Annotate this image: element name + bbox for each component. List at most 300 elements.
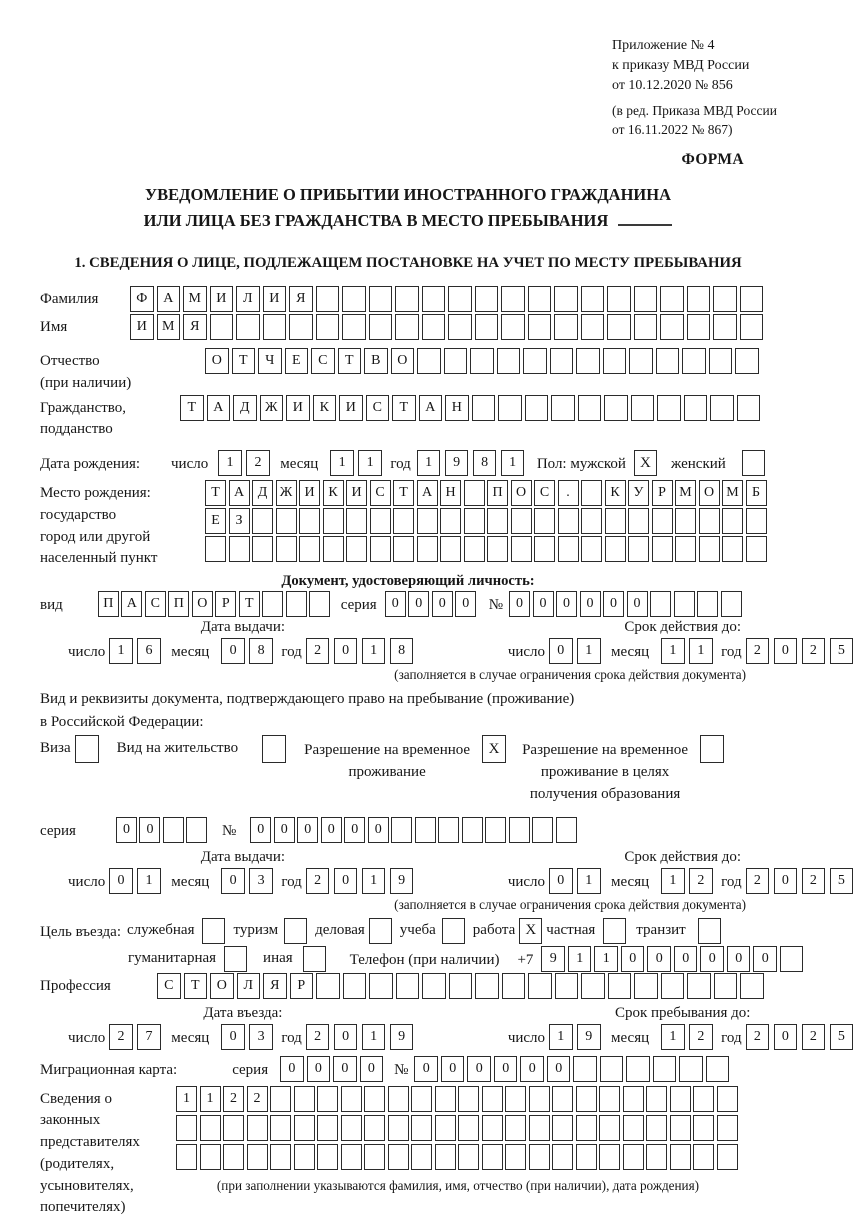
char-cell[interactable] [369, 973, 393, 999]
char-cell[interactable] [523, 348, 547, 374]
char-cell[interactable]: 1 [362, 1024, 386, 1050]
char-cell[interactable]: П [487, 480, 508, 506]
char-cell[interactable] [323, 508, 344, 534]
char-cell[interactable] [661, 973, 685, 999]
char-cell[interactable] [299, 536, 320, 562]
char-cell[interactable]: 0 [774, 868, 798, 894]
char-cell[interactable]: Е [205, 508, 226, 534]
char-cell[interactable]: 0 [647, 946, 671, 972]
char-cell[interactable]: П [168, 591, 189, 617]
char-cell[interactable] [370, 536, 391, 562]
char-cell[interactable] [210, 314, 234, 340]
char-cell[interactable] [505, 1144, 526, 1170]
char-cell[interactable] [263, 314, 287, 340]
char-cell[interactable]: 0 [280, 1056, 304, 1082]
char-cell[interactable] [346, 508, 367, 534]
char-cell[interactable] [270, 1144, 291, 1170]
char-cell[interactable]: С [366, 395, 390, 421]
char-cell[interactable] [395, 314, 419, 340]
char-cell[interactable] [501, 286, 525, 312]
char-cell[interactable]: 0 [360, 1056, 384, 1082]
char-cell[interactable]: Ч [258, 348, 282, 374]
char-cell[interactable]: 1 [417, 450, 441, 476]
char-cell[interactable]: И [339, 395, 363, 421]
char-cell[interactable]: Н [440, 480, 461, 506]
char-cell[interactable]: 0 [603, 591, 624, 617]
char-cell[interactable]: И [210, 286, 234, 312]
char-cell[interactable]: 9 [390, 868, 414, 894]
char-cell[interactable]: 0 [408, 591, 429, 617]
char-cell[interactable]: Ж [260, 395, 284, 421]
char-cell[interactable]: 2 [246, 450, 270, 476]
char-cell[interactable] [687, 286, 711, 312]
char-cell[interactable] [722, 508, 743, 534]
char-cell[interactable] [576, 1115, 597, 1141]
char-cell[interactable] [634, 973, 658, 999]
char-cell[interactable]: 2 [306, 868, 330, 894]
char-cell[interactable]: 0 [109, 868, 133, 894]
char-cell[interactable] [289, 314, 313, 340]
char-cell[interactable]: 1 [218, 450, 242, 476]
char-cell[interactable]: 5 [830, 638, 854, 664]
char-cell[interactable] [581, 536, 602, 562]
char-cell[interactable] [422, 286, 446, 312]
checkbox-education-residence[interactable] [700, 735, 724, 763]
char-cell[interactable] [200, 1115, 221, 1141]
char-cell[interactable] [687, 314, 711, 340]
char-cell[interactable] [316, 286, 340, 312]
char-cell[interactable]: Д [252, 480, 273, 506]
char-cell[interactable]: И [130, 314, 154, 340]
char-cell[interactable] [411, 1086, 432, 1112]
char-cell[interactable] [444, 348, 468, 374]
char-cell[interactable] [341, 1086, 362, 1112]
char-cell[interactable] [252, 508, 273, 534]
char-cell[interactable]: 0 [334, 638, 358, 664]
char-cell[interactable] [388, 1086, 409, 1112]
checkbox-purpose-work[interactable]: X [519, 918, 542, 944]
char-cell[interactable] [346, 536, 367, 562]
char-cell[interactable]: 0 [432, 591, 453, 617]
char-cell[interactable] [657, 395, 681, 421]
char-cell[interactable]: А [157, 286, 181, 312]
char-cell[interactable]: 0 [533, 591, 554, 617]
char-cell[interactable] [498, 395, 522, 421]
char-cell[interactable]: 0 [753, 946, 777, 972]
char-cell[interactable] [200, 1144, 221, 1170]
char-cell[interactable] [176, 1115, 197, 1141]
char-cell[interactable] [554, 314, 578, 340]
char-cell[interactable]: 3 [249, 1024, 273, 1050]
char-cell[interactable] [670, 1115, 691, 1141]
checkbox-purpose-private[interactable] [603, 918, 626, 944]
char-cell[interactable]: 1 [549, 1024, 573, 1050]
char-cell[interactable] [529, 1144, 550, 1170]
checkbox-purpose-study[interactable] [442, 918, 465, 944]
char-cell[interactable] [501, 314, 525, 340]
char-cell[interactable]: 2 [746, 1024, 770, 1050]
char-cell[interactable]: 0 [297, 817, 318, 843]
char-cell[interactable]: 1 [176, 1086, 197, 1112]
char-cell[interactable]: 2 [802, 638, 826, 664]
char-cell[interactable] [525, 395, 549, 421]
char-cell[interactable] [737, 395, 761, 421]
char-cell[interactable]: Ф [130, 286, 154, 312]
char-cell[interactable] [558, 536, 579, 562]
char-cell[interactable]: Л [237, 973, 261, 999]
char-cell[interactable] [464, 508, 485, 534]
char-cell[interactable]: 0 [549, 638, 573, 664]
char-cell[interactable]: О [192, 591, 213, 617]
checkbox-purpose-transit[interactable] [698, 918, 721, 944]
char-cell[interactable] [229, 536, 250, 562]
char-cell[interactable]: Ж [276, 480, 297, 506]
char-cell[interactable] [670, 1144, 691, 1170]
char-cell[interactable] [650, 591, 671, 617]
char-cell[interactable] [660, 314, 684, 340]
char-cell[interactable] [576, 1086, 597, 1112]
char-cell[interactable]: О [205, 348, 229, 374]
char-cell[interactable]: 0 [467, 1056, 491, 1082]
char-cell[interactable]: У [628, 480, 649, 506]
char-cell[interactable]: 0 [509, 591, 530, 617]
char-cell[interactable]: Р [215, 591, 236, 617]
char-cell[interactable]: 0 [494, 1056, 518, 1082]
char-cell[interactable]: А [121, 591, 142, 617]
char-cell[interactable] [509, 817, 530, 843]
char-cell[interactable] [699, 508, 720, 534]
char-cell[interactable] [370, 508, 391, 534]
char-cell[interactable] [294, 1086, 315, 1112]
char-cell[interactable]: И [299, 480, 320, 506]
char-cell[interactable]: К [605, 480, 626, 506]
char-cell[interactable]: 0 [334, 868, 358, 894]
char-cell[interactable]: 1 [109, 638, 133, 664]
char-cell[interactable]: 6 [137, 638, 161, 664]
char-cell[interactable]: 1 [568, 946, 592, 972]
char-cell[interactable]: 0 [441, 1056, 465, 1082]
char-cell[interactable] [551, 395, 575, 421]
char-cell[interactable] [682, 348, 706, 374]
char-cell[interactable] [576, 348, 600, 374]
char-cell[interactable] [364, 1115, 385, 1141]
char-cell[interactable] [552, 1144, 573, 1170]
char-cell[interactable] [417, 536, 438, 562]
char-cell[interactable]: Н [445, 395, 469, 421]
char-cell[interactable] [276, 508, 297, 534]
char-cell[interactable] [604, 395, 628, 421]
char-cell[interactable] [552, 1086, 573, 1112]
char-cell[interactable] [581, 314, 605, 340]
char-cell[interactable]: 0 [700, 946, 724, 972]
char-cell[interactable] [475, 973, 499, 999]
char-cell[interactable] [438, 817, 459, 843]
char-cell[interactable] [342, 286, 366, 312]
char-cell[interactable] [286, 591, 307, 617]
char-cell[interactable] [487, 508, 508, 534]
char-cell[interactable]: 0 [221, 638, 245, 664]
char-cell[interactable]: 7 [137, 1024, 161, 1050]
char-cell[interactable]: 1 [330, 450, 354, 476]
char-cell[interactable] [552, 1115, 573, 1141]
char-cell[interactable]: Д [233, 395, 257, 421]
char-cell[interactable]: 0 [674, 946, 698, 972]
char-cell[interactable] [341, 1144, 362, 1170]
char-cell[interactable]: Т [393, 480, 414, 506]
char-cell[interactable]: 0 [547, 1056, 571, 1082]
char-cell[interactable] [717, 1115, 738, 1141]
char-cell[interactable] [435, 1144, 456, 1170]
char-cell[interactable]: 0 [333, 1056, 357, 1082]
char-cell[interactable] [746, 536, 767, 562]
char-cell[interactable]: П [98, 591, 119, 617]
char-cell[interactable]: К [323, 480, 344, 506]
char-cell[interactable] [653, 1056, 677, 1082]
char-cell[interactable]: 5 [830, 868, 854, 894]
char-cell[interactable]: С [311, 348, 335, 374]
char-cell[interactable]: М [675, 480, 696, 506]
char-cell[interactable]: 0 [455, 591, 476, 617]
char-cell[interactable] [205, 536, 226, 562]
char-cell[interactable]: 2 [689, 868, 713, 894]
char-cell[interactable]: 1 [358, 450, 382, 476]
char-cell[interactable] [670, 1086, 691, 1112]
char-cell[interactable]: 0 [414, 1056, 438, 1082]
char-cell[interactable]: 2 [306, 638, 330, 664]
char-cell[interactable] [393, 536, 414, 562]
char-cell[interactable] [369, 314, 393, 340]
char-cell[interactable] [247, 1115, 268, 1141]
char-cell[interactable] [294, 1144, 315, 1170]
char-cell[interactable] [176, 1144, 197, 1170]
char-cell[interactable] [709, 348, 733, 374]
char-cell[interactable]: 1 [577, 868, 601, 894]
char-cell[interactable] [262, 591, 283, 617]
char-cell[interactable] [652, 508, 673, 534]
char-cell[interactable]: 0 [774, 638, 798, 664]
char-cell[interactable] [415, 817, 436, 843]
char-cell[interactable] [448, 314, 472, 340]
char-cell[interactable] [511, 508, 532, 534]
char-cell[interactable]: Р [290, 973, 314, 999]
char-cell[interactable] [599, 1115, 620, 1141]
char-cell[interactable] [458, 1115, 479, 1141]
char-cell[interactable] [581, 508, 602, 534]
char-cell[interactable] [440, 536, 461, 562]
char-cell[interactable]: 9 [541, 946, 565, 972]
char-cell[interactable] [449, 973, 473, 999]
char-cell[interactable]: А [229, 480, 250, 506]
char-cell[interactable]: 2 [223, 1086, 244, 1112]
char-cell[interactable] [578, 395, 602, 421]
char-cell[interactable]: 0 [221, 868, 245, 894]
char-cell[interactable] [684, 395, 708, 421]
char-cell[interactable] [721, 591, 742, 617]
char-cell[interactable]: 9 [577, 1024, 601, 1050]
char-cell[interactable] [323, 536, 344, 562]
char-cell[interactable]: С [157, 973, 181, 999]
char-cell[interactable] [395, 286, 419, 312]
char-cell[interactable] [528, 973, 552, 999]
char-cell[interactable]: Б [746, 480, 767, 506]
char-cell[interactable] [252, 536, 273, 562]
char-cell[interactable]: В [364, 348, 388, 374]
char-cell[interactable] [422, 973, 446, 999]
char-cell[interactable] [780, 946, 804, 972]
char-cell[interactable] [605, 508, 626, 534]
char-cell[interactable]: 1 [577, 638, 601, 664]
char-cell[interactable]: 0 [385, 591, 406, 617]
char-cell[interactable] [735, 348, 759, 374]
char-cell[interactable] [646, 1144, 667, 1170]
char-cell[interactable] [472, 395, 496, 421]
char-cell[interactable]: И [263, 286, 287, 312]
char-cell[interactable]: Т [184, 973, 208, 999]
char-cell[interactable]: 0 [250, 817, 271, 843]
char-cell[interactable]: Я [263, 973, 287, 999]
char-cell[interactable]: К [313, 395, 337, 421]
char-cell[interactable]: 1 [501, 450, 525, 476]
char-cell[interactable]: 0 [116, 817, 137, 843]
char-cell[interactable] [236, 314, 260, 340]
char-cell[interactable] [316, 314, 340, 340]
char-cell[interactable] [623, 1115, 644, 1141]
char-cell[interactable]: З [229, 508, 250, 534]
char-cell[interactable]: Я [289, 286, 313, 312]
char-cell[interactable] [247, 1144, 268, 1170]
char-cell[interactable] [623, 1144, 644, 1170]
char-cell[interactable] [550, 348, 574, 374]
checkbox-temporary-residence[interactable]: X [482, 735, 506, 763]
char-cell[interactable]: Т [239, 591, 260, 617]
char-cell[interactable]: 0 [520, 1056, 544, 1082]
char-cell[interactable] [581, 973, 605, 999]
char-cell[interactable] [316, 973, 340, 999]
char-cell[interactable] [470, 348, 494, 374]
char-cell[interactable] [656, 348, 680, 374]
char-cell[interactable] [529, 1086, 550, 1112]
char-cell[interactable] [740, 286, 764, 312]
char-cell[interactable] [554, 286, 578, 312]
char-cell[interactable]: 2 [306, 1024, 330, 1050]
char-cell[interactable] [497, 348, 521, 374]
char-cell[interactable] [600, 1056, 624, 1082]
char-cell[interactable]: 1 [137, 868, 161, 894]
checkbox-purpose-humanitarian[interactable] [224, 946, 247, 972]
char-cell[interactable] [687, 973, 711, 999]
char-cell[interactable] [581, 480, 602, 506]
char-cell[interactable]: 9 [390, 1024, 414, 1050]
char-cell[interactable] [475, 286, 499, 312]
char-cell[interactable] [605, 536, 626, 562]
char-cell[interactable] [342, 314, 366, 340]
char-cell[interactable]: 0 [368, 817, 389, 843]
char-cell[interactable] [646, 1086, 667, 1112]
char-cell[interactable] [299, 508, 320, 534]
char-cell[interactable] [599, 1144, 620, 1170]
checkbox-visa[interactable] [75, 735, 99, 763]
char-cell[interactable] [693, 1144, 714, 1170]
char-cell[interactable]: 2 [247, 1086, 268, 1112]
char-cell[interactable] [714, 973, 738, 999]
char-cell[interactable] [674, 591, 695, 617]
char-cell[interactable] [706, 1056, 730, 1082]
char-cell[interactable] [555, 973, 579, 999]
char-cell[interactable] [699, 536, 720, 562]
char-cell[interactable] [276, 536, 297, 562]
char-cell[interactable]: Я [183, 314, 207, 340]
char-cell[interactable] [746, 508, 767, 534]
char-cell[interactable] [417, 508, 438, 534]
char-cell[interactable]: С [534, 480, 555, 506]
char-cell[interactable] [422, 314, 446, 340]
char-cell[interactable] [458, 1086, 479, 1112]
char-cell[interactable]: О [699, 480, 720, 506]
char-cell[interactable]: С [145, 591, 166, 617]
char-cell[interactable] [294, 1115, 315, 1141]
char-cell[interactable]: 5 [830, 1024, 854, 1050]
char-cell[interactable]: 8 [473, 450, 497, 476]
char-cell[interactable] [628, 508, 649, 534]
char-cell[interactable]: 2 [802, 868, 826, 894]
char-cell[interactable] [186, 817, 207, 843]
char-cell[interactable]: Т [392, 395, 416, 421]
checkbox-purpose-business[interactable] [369, 918, 392, 944]
char-cell[interactable]: Т [180, 395, 204, 421]
char-cell[interactable] [482, 1144, 503, 1170]
char-cell[interactable]: С [370, 480, 391, 506]
char-cell[interactable]: Т [205, 480, 226, 506]
char-cell[interactable]: 0 [727, 946, 751, 972]
char-cell[interactable] [679, 1056, 703, 1082]
char-cell[interactable]: М [722, 480, 743, 506]
char-cell[interactable]: И [286, 395, 310, 421]
char-cell[interactable]: О [511, 480, 532, 506]
char-cell[interactable]: 1 [661, 1024, 685, 1050]
char-cell[interactable] [675, 508, 696, 534]
char-cell[interactable] [660, 286, 684, 312]
char-cell[interactable] [464, 480, 485, 506]
char-cell[interactable] [532, 817, 553, 843]
char-cell[interactable] [475, 314, 499, 340]
char-cell[interactable] [693, 1115, 714, 1141]
char-cell[interactable] [717, 1144, 738, 1170]
char-cell[interactable] [343, 973, 367, 999]
char-cell[interactable] [607, 314, 631, 340]
char-cell[interactable] [393, 508, 414, 534]
char-cell[interactable] [556, 817, 577, 843]
char-cell[interactable] [369, 286, 393, 312]
char-cell[interactable]: 8 [249, 638, 273, 664]
char-cell[interactable] [626, 1056, 650, 1082]
char-cell[interactable]: 1 [594, 946, 618, 972]
char-cell[interactable] [634, 314, 658, 340]
char-cell[interactable]: Л [236, 286, 260, 312]
char-cell[interactable] [317, 1144, 338, 1170]
char-cell[interactable]: 0 [221, 1024, 245, 1050]
char-cell[interactable] [603, 348, 627, 374]
char-cell[interactable] [417, 348, 441, 374]
char-cell[interactable]: 2 [746, 638, 770, 664]
char-cell[interactable] [482, 1086, 503, 1112]
char-cell[interactable] [364, 1144, 385, 1170]
char-cell[interactable] [223, 1115, 244, 1141]
char-cell[interactable] [558, 508, 579, 534]
char-cell[interactable] [396, 973, 420, 999]
checkbox-residence-permit[interactable] [262, 735, 286, 763]
char-cell[interactable]: Т [338, 348, 362, 374]
char-cell[interactable] [270, 1086, 291, 1112]
